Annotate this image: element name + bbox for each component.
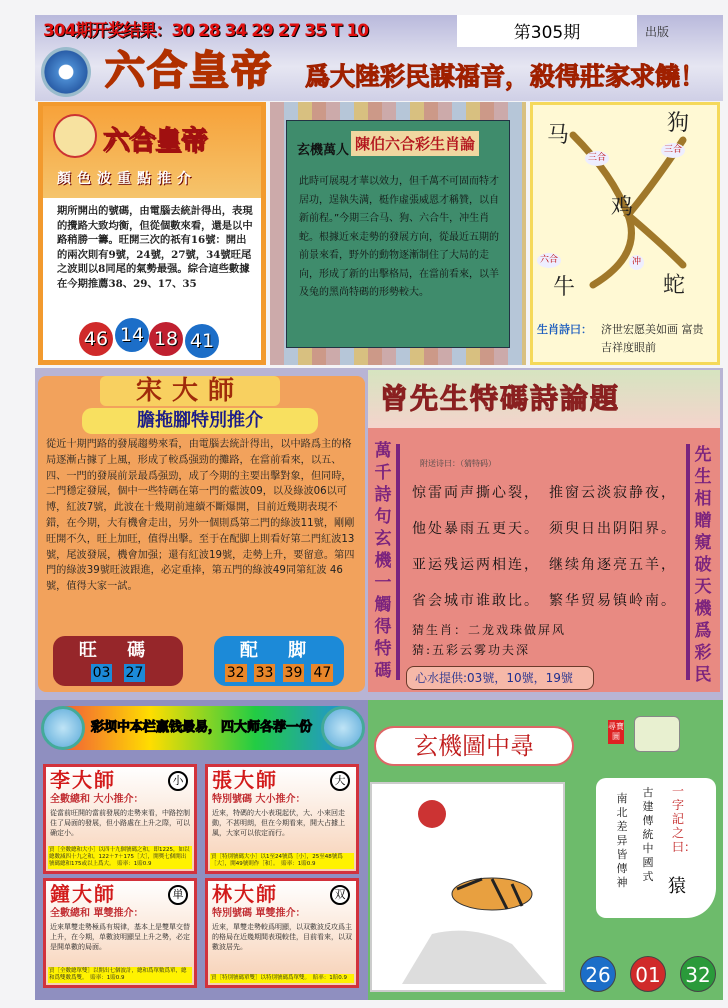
poem-line: 惊雷両声撕心裂， 推窗云淡寂静夜， [412, 485, 677, 501]
panel-title: 宋大師 [100, 376, 280, 406]
issue-number: 第305期 [457, 15, 637, 47]
panel-title: 曾先生特碼詩論題 [380, 382, 621, 415]
header [35, 15, 723, 101]
master-card: 鐘大師 単 全數總和 單雙推介： 近來單雙走勢極爲有規律，基本上是雙單交替上升，在今期，单數波明顯呈上升之勢，必定是開单數的局面。 買［全數總單雙］以開出七個波計，總和爲單數爲單，總和爲雙數爲雙。 賠率：1賠0.9 [43, 878, 197, 988]
guess-zodiac: 猜生肖：二龙戏珠做屏风 [412, 623, 567, 637]
guess-hint: 猜:五彩云雾功夫深 [412, 643, 531, 657]
tip-numbers: 心水提供:03號，10號，19號 [406, 666, 594, 690]
zeng-poem-panel [368, 370, 720, 692]
panel-label: 玄機萬人 [297, 143, 350, 158]
hot-number: 03 [92, 665, 111, 681]
panel-subtitle: 膽拖腳特別推介 [82, 408, 318, 434]
number-ball: 18 [149, 322, 183, 356]
number-ball: 14 [115, 318, 149, 352]
poem-line: 亚运残运两相连， 继续角逐亮五羊， [412, 557, 677, 573]
zodiac-ox: 牛 [553, 275, 576, 300]
panel-title: 六合皇帝 [103, 126, 208, 156]
riddle-scroll [596, 778, 716, 918]
support-number: 33 [255, 665, 274, 681]
master-card: 李大師 小 全數總和 大小推介： 從當前旺開的當前發展的走勢來看，中路控制住了局面的發展，但小路處在上升之際，可以确定小。 買［全數總和大小］以四十九個號碼之和，即1225，如以總數減四十九之和，122＋7＋175［大］，開獎七個開出號碼總和175或以上爲大。 賠率：1賠0.9 [43, 764, 197, 874]
poem-line: 省会城市谁敢比。 繁华贸易镇岭南。 [412, 593, 677, 609]
right-vertical-text: 先生相贈窺破天機爲彩民 [694, 445, 712, 685]
sanhe-tag: 三合 [585, 151, 609, 166]
master-card: 張大師 大 特別號碼 大小推介： 近來，特碼的大小表現起伏，大、小來回走動，不甚明朗，但在今期看來，開大占據上風，大家可以依定而行。 買［特別號碼大小］以1至24號爲［小］，25至48號爲［大］，開49號則作［和］。 賠率：1賠0.9 [205, 764, 359, 874]
number-ball: 01 [630, 956, 666, 992]
four-masters-section [35, 700, 368, 1000]
panel-text: 從近十期門路的發展趨勢來看，由電腦去統計得出，以中路爲主的格局逐漸占據了上風，形成了較爲强勁的攤路，在當前看來，以五、四、一門的發展前景最爲强勁，成了今期的主要出擊對象，但同時，二門穩定發展，個中一些特碼在第一門的藍波09，以及綠波06以可博，紅波7號，此波在十幾期前連續不斷爆開，目前近幾期表現不錯，在今期，大有機會走出，另外一個則爲第二門的綠波11號，剛剛旺開不久，旺上加旺，值得出擊。至于在配脚上則看好第二門紅波13號，尾波發展，機會加强；還有紅波19號，走勢上升，要留意。第四門的綠波39號旺波跟進，必定重捧，第五門的綠波49同第紅波 46號，值得大家一試。 [46, 439, 355, 593]
zodiac-dog: 狗 [667, 111, 690, 136]
left-vertical-text: 萬千詩句玄機一觸得特碼 [374, 441, 392, 681]
support-number: 47 [313, 665, 332, 681]
panel-title: 陳伯六合彩生肖論 [351, 131, 479, 156]
money-icon [321, 706, 365, 750]
support-number: 32 [226, 665, 245, 681]
color-wave-panel [38, 102, 266, 365]
chong-tag: 冲 [629, 255, 644, 270]
treasure-map-label: 尋寶圖 [608, 720, 624, 744]
panel-subtitle: 顏色波重點推介 [57, 171, 197, 187]
publish-label: 出版 [645, 25, 670, 39]
number-ball: 26 [580, 956, 616, 992]
poem-line: 他处暴雨五更天。 须臾日出阴阳界。 [412, 521, 677, 537]
hot-number: 27 [125, 665, 144, 681]
zodiac-diagram [530, 102, 720, 365]
poem-heading: 附送诗曰：（猜特码） [420, 459, 496, 468]
pick-badge: 大 [330, 771, 350, 791]
number-ball: 32 [680, 956, 716, 992]
logo: 六合皇帝 [105, 48, 273, 94]
song-master-panel [38, 376, 365, 692]
pick-badge: 小 [168, 771, 188, 791]
doctor-icon [53, 114, 97, 158]
pick-badge: 単 [168, 885, 188, 905]
zodiac-poem: 济世宏愿美如画 富贵吉祥度眼前 [601, 323, 704, 354]
zodiac-rooster: 鸡 [611, 195, 634, 220]
tiger-painting [370, 782, 565, 992]
hot-numbers: 旺 碼 03 27 [53, 636, 183, 686]
number-ball: 41 [185, 324, 219, 358]
zodiac-theory-panel [270, 102, 526, 365]
slogan: 爲大陸彩民謀福音，殺得莊家求饒！ [305, 62, 706, 91]
mascot-icon [41, 47, 91, 97]
liuhe-tag: 六合 [537, 253, 561, 268]
panel-text: 此時可展現才華以效力，但千萬不可固而特才居功，逞執失满，梃作虛張威恩才稱贊，以自新前程。”今期三合马、狗、六合牛，冲生肖蛇。根據近來走勢的發展方向，從最近五期的前景來看，野外的動物逐漸制住了大局的走向，形成了新的出擊格局，在當前看來，以羊及兔的黑尚特碼的形勢較大。 [299, 176, 499, 298]
panel-text: 期所開出的號碼，由電腦去統計得出，表現的攪路大致均衡，但從個數來看，還是以中路稍勝一籌。旺開三次的祇有16號：開出的兩次則有9號，24號，27號，34號旺尾之波則以8同尾的氣勢最强。綜合這些數據在今期推薦38、29、17、35 [57, 205, 253, 290]
poem-label: 生肖詩曰： [537, 323, 592, 336]
riddle-line: 南北差异皆傳神 [616, 792, 628, 889]
masters-banner: 彩坝中本栏赢钱最易，四大师各荐一份 [45, 706, 361, 750]
zodiac-horse: 马 [547, 123, 570, 148]
treasure-icon [634, 716, 680, 752]
mystery-picture-section [368, 700, 723, 1000]
sanhe-tag: 三合 [661, 143, 685, 158]
word-label: 一字記之曰： [672, 784, 697, 854]
pick-badge: 双 [330, 885, 350, 905]
support-numbers: 配 脚 32 33 39 47 [214, 636, 344, 686]
section-title: 玄機圖中尋 [374, 726, 574, 766]
support-number: 39 [284, 665, 303, 681]
master-card: 林大師 双 特別號碼 單雙推介： 近來，單雙走勢較爲明顯，以双數波反攻爲主的格局在近幾期間表現較佳，目前看來，以双數波居先。 買［特別號碼單雙］以特別號碼爲單雙。 賠率：1賠0.9 [205, 878, 359, 988]
number-ball: 46 [79, 322, 113, 356]
riddle-line: 古建傳統中國式 [642, 786, 654, 883]
previous-results: 304期开奖结果：30 28 34 29 27 35 T 10 [43, 21, 369, 41]
tiger-icon [372, 784, 563, 990]
zodiac-snake: 蛇 [663, 273, 686, 298]
answer-word: 猿 [668, 876, 686, 897]
money-icon [41, 706, 85, 750]
